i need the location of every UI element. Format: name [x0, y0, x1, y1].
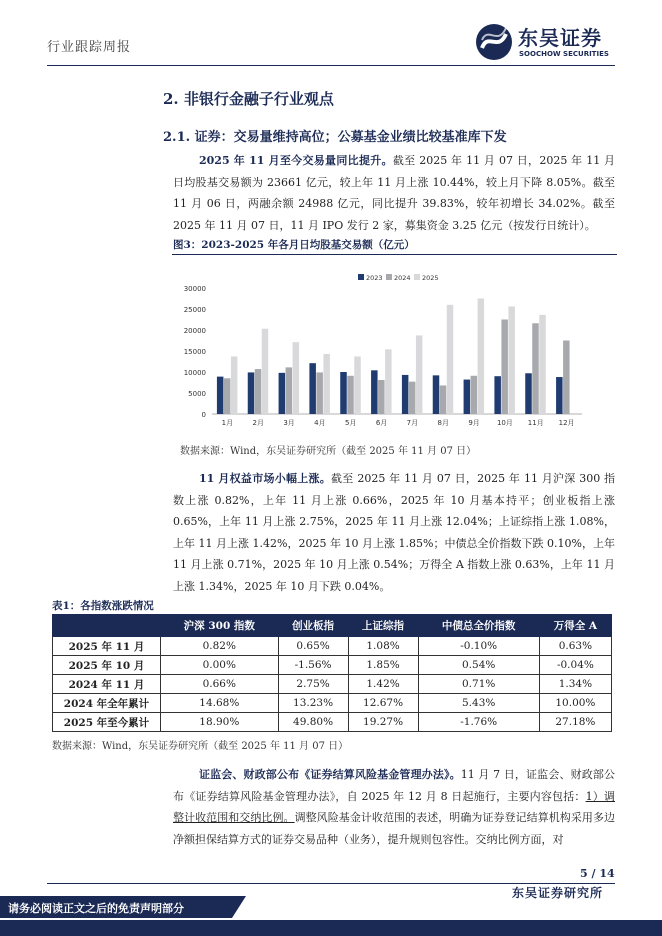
bar-2023: [279, 373, 286, 414]
section-heading: 2. 非银行金融子行业观点: [163, 90, 334, 108]
bar-2024: [286, 367, 293, 414]
bar-2023: [525, 373, 532, 414]
table-cell: 0.00%: [161, 656, 279, 675]
header-report-type: 行业跟踪周报: [47, 40, 132, 55]
bar-2024: [563, 341, 570, 415]
bar-2023: [433, 375, 440, 414]
table-cell: -0.04%: [539, 656, 611, 675]
table-cell: 49.80%: [278, 713, 348, 732]
bar-2024: [347, 376, 354, 414]
paragraph-regulation: [173, 764, 615, 850]
table-cell: 13.23%: [278, 694, 348, 713]
page-number: 5 / 14: [580, 867, 615, 880]
table-cell: 0.71%: [418, 675, 539, 694]
table-cell: 0.54%: [418, 656, 539, 675]
table-header-row: [53, 615, 612, 637]
x-tick-label: 10月: [496, 419, 513, 427]
x-tick-label: 5月: [345, 419, 357, 427]
header-divider: [47, 65, 615, 66]
bar-2025: [354, 356, 361, 414]
bar-2025: [416, 335, 423, 414]
table-row-label: 2025 年 11 月: [53, 637, 161, 656]
table-header-cell: 中债总全价指数: [418, 615, 539, 637]
bar-2024: [409, 382, 416, 414]
table-cell: 0.66%: [161, 675, 279, 694]
bar-2024: [378, 380, 385, 414]
table-cell: 27.18%: [539, 713, 611, 732]
index-performance-table: [52, 614, 612, 732]
table-cell: 1.08%: [348, 637, 418, 656]
legend-label: 2023: [366, 274, 383, 282]
paragraph-underlined-point: 1）调整计收范围和交纳比例。: [173, 789, 616, 824]
logo-text-en: SOOCHOW SECURITIES: [519, 50, 609, 58]
bar-2024: [440, 385, 447, 414]
x-tick-label: 1月: [221, 419, 234, 427]
table-header-cell: 上证综指: [348, 615, 418, 637]
y-tick-label: 10000: [183, 369, 206, 377]
monthly-turnover-chart: [172, 258, 617, 438]
paragraph-lead: 证监会、财政部公布《证券结算风险基金管理办法》。: [199, 768, 461, 781]
table-cell: 1.42%: [348, 675, 418, 694]
table-cell: 19.27%: [348, 713, 418, 732]
table-header-cell: 沪深 300 指数: [161, 615, 279, 637]
paragraph-body: 截至 2025 年 11 月 07 日，2025 年 11 月日均股基交易额为 23661 亿元，较上年 11 月上涨 10.44%，较上月下降 8.05%。截至 11 月 06 日，两融余额 24988 亿元，同比提升 39.83%，较年初增长 34.02%。截至 2025 年 11 月 07 日，11 月 IPO 发行 2 家，募集资金 3.25 亿元（按发行日统计）。: [173, 154, 615, 232]
table-cell: 0.82%: [161, 637, 279, 656]
x-tick-label: 4月: [314, 419, 326, 427]
table-cell: 0.63%: [539, 637, 611, 656]
table-header-cell: 万得全 A: [539, 615, 611, 637]
table-cell: -1.56%: [278, 656, 348, 675]
table-row: [53, 656, 612, 675]
bar-2025: [293, 342, 300, 414]
bar-2025: [508, 306, 514, 414]
legend-label: 2024: [394, 274, 411, 282]
footer-disclaimer: 请务必阅读正文之后的免责声明部分: [0, 896, 232, 918]
table-cell: 2.75%: [278, 675, 348, 694]
bar-2024: [255, 369, 262, 414]
footer-org: 东吴证券研究所: [512, 886, 604, 900]
table-cell: 5.43%: [418, 694, 539, 713]
logo-text-cn: 东吴证券: [518, 26, 602, 50]
x-tick-label: 6月: [375, 419, 388, 427]
paragraph-lead: 11 月权益市场小幅上涨。: [199, 472, 332, 485]
bar-2023: [309, 363, 316, 414]
table-cell: -1.76%: [418, 713, 539, 732]
y-tick-label: 15000: [183, 348, 206, 356]
bar-2023: [464, 380, 471, 414]
bar-2024: [532, 323, 539, 414]
bar-2024: [471, 376, 478, 414]
bar-2023: [556, 377, 563, 414]
bar-2025: [262, 329, 269, 414]
figure-source: 数据来源：Wind，东吴证券研究所（截至 2025 年 11 月 07 日）: [180, 446, 477, 457]
table-cell: 18.90%: [161, 713, 279, 732]
table-header-cell: [53, 615, 161, 637]
paragraph-body-continued: 调整风险基金计收范围的表述，明确为证券登记结算机构采用多边净额担保结算方式的证券交易品种（业务），提升规则包容性。交纳比例方面，对: [173, 811, 616, 846]
table-row-label: 2024 年 11 月: [53, 675, 161, 694]
bar-2024: [501, 320, 508, 415]
table-cell: -0.10%: [418, 637, 539, 656]
paragraph-equity-market: [173, 468, 615, 597]
y-tick-label: 0: [201, 411, 206, 419]
x-tick-label: 2月: [252, 419, 264, 427]
table-title: 表1：各指数涨跌情况: [52, 600, 154, 612]
paragraph-body: 11 月 7 日，证监会、财政部公布《证券结算风险基金管理办法》，自 2025 年 12 月 8 日起施行，主要内容包括：: [173, 768, 615, 803]
bar-2023: [340, 372, 347, 414]
bar-2025: [478, 299, 485, 415]
paragraph-trading-volume: [173, 150, 615, 236]
table-cell: 12.67%: [348, 694, 418, 713]
figure-divider: [172, 254, 617, 255]
paragraph-body: 截至 2025 年 11 月 07 日，2025 年 11 月沪深 300 指数上涨 0.82%，上年 11 月上涨 0.66%，2025 年 10 月基本持平；创业板指上涨 0.65%，上年 11 月上涨 2.75%，2025 年 11 月上涨 12.04%；上证综指上涨 1.08%，上年 11 月上涨 1.42%，2025 年 10 月上涨 1.85%；中债总全价指数下跌 0.10%，上年 11 月上涨 0.71%，2025 年 10 月上涨 0.54%；万得全 A 指数上涨 0.63%，上年 11 月上涨 1.34%，2025 年 10 月下跌 0.04%。: [173, 472, 616, 593]
bar-2023: [402, 375, 409, 414]
y-tick-label: 25000: [183, 306, 206, 314]
table-cell: 10.00%: [539, 694, 611, 713]
bar-2025: [231, 356, 238, 414]
bar-2023: [217, 377, 224, 414]
x-tick-label: 3月: [283, 419, 295, 427]
table-row-label: 2025 年至今累计: [53, 713, 161, 732]
bar-2023: [248, 372, 255, 414]
logo-mark-icon: [474, 22, 514, 62]
y-tick-label: 5000: [188, 390, 206, 398]
legend-swatch-2024: [386, 274, 392, 280]
table-row-label: 2025 年 10 月: [53, 656, 161, 675]
brand-logo: [474, 20, 624, 64]
legend-label: 2025: [422, 274, 439, 282]
legend-swatch-2023: [358, 274, 364, 280]
bar-2024: [316, 372, 323, 414]
paragraph-lead: 2025 年 11 月至今交易量同比提升。: [199, 154, 393, 167]
table-row: [53, 637, 612, 656]
bar-2023: [371, 370, 378, 414]
bar-2024: [224, 378, 231, 414]
table-header-cell: 创业板指: [278, 615, 348, 637]
footer-band: [0, 920, 662, 936]
table-cell: 14.68%: [161, 694, 279, 713]
y-tick-label: 20000: [183, 327, 206, 335]
y-tick-label: 30000: [183, 285, 206, 293]
table-row: [53, 694, 612, 713]
table-cell: 0.65%: [278, 637, 348, 656]
x-tick-label: 9月: [468, 419, 480, 427]
x-tick-label: 7月: [406, 419, 419, 427]
table-cell: 1.85%: [348, 656, 418, 675]
subsection-heading: 2.1. 证券：交易量维持高位；公募基金业绩比较基准库下发: [163, 130, 507, 145]
figure-title: 图3：2023-2025 年各月日均股基交易额（亿元）: [173, 239, 415, 251]
table-row: [53, 675, 612, 694]
bar-2025: [447, 305, 454, 414]
x-tick-label: 12月: [558, 419, 575, 427]
bar-2023: [494, 376, 501, 414]
bar-2025: [323, 354, 330, 414]
bar-2025: [539, 315, 546, 414]
table-row: [53, 713, 612, 732]
bar-2025: [385, 349, 392, 414]
legend-swatch-2025: [414, 274, 420, 280]
x-tick-label: 11月: [527, 419, 544, 427]
x-tick-label: 8月: [437, 419, 449, 427]
table-source: 数据来源：Wind，东吴证券研究所（截至 2025 年 11 月 07 日）: [52, 741, 349, 752]
table-row-label: 2024 年全年累计: [53, 694, 161, 713]
table-cell: 1.34%: [539, 675, 611, 694]
